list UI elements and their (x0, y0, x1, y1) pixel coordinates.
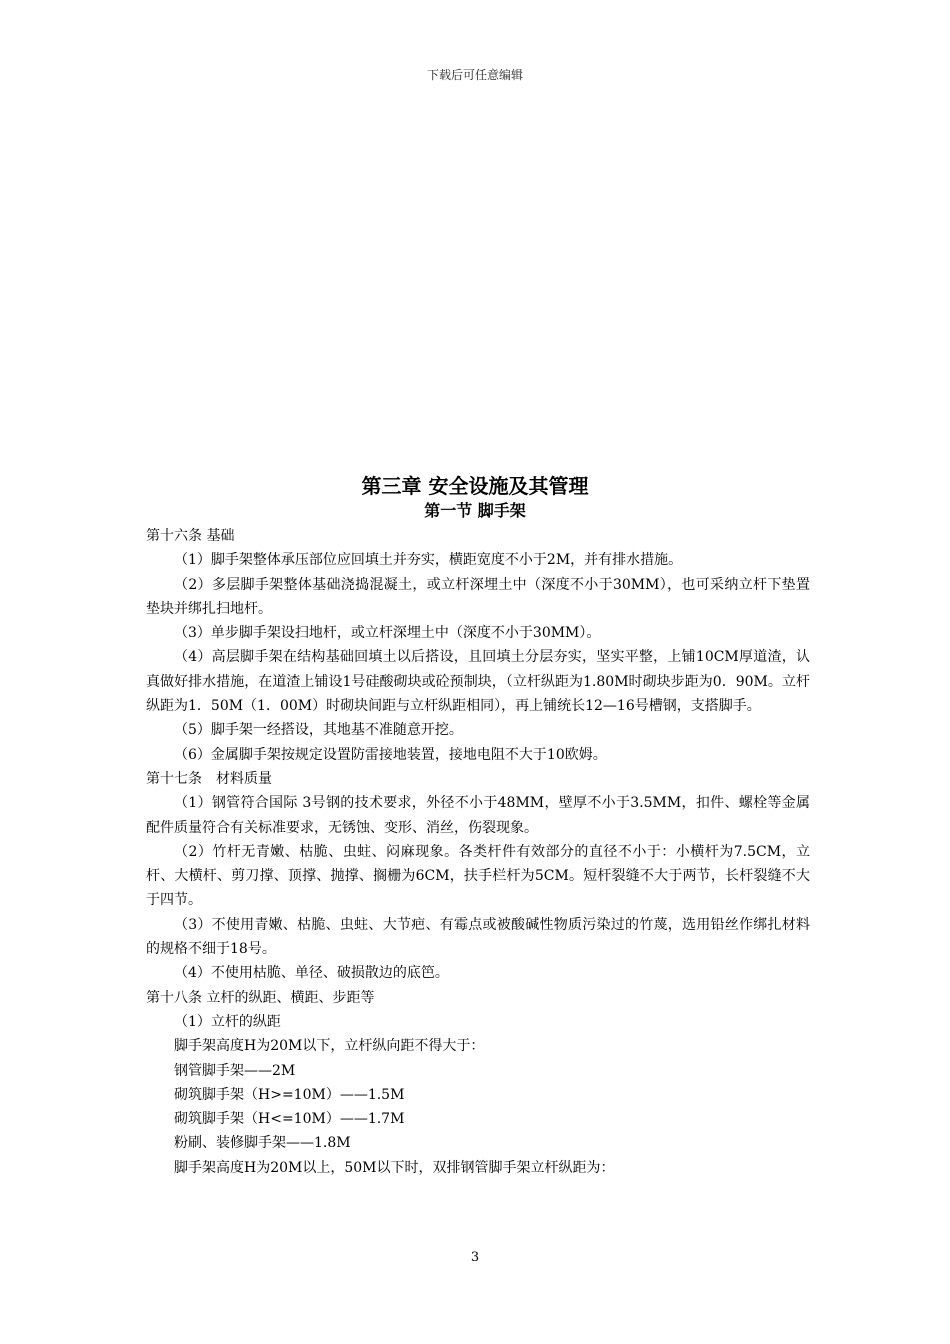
sub-paragraph: 脚手架高度H为20M以下，立杆纵向距不得大于： (174, 1038, 485, 1055)
document-body (146, 524, 810, 1180)
paragraph: （1）立杆的纵距 (174, 1013, 281, 1030)
article-heading: 第十八条 立杆的纵距、横距、步距等 (146, 989, 375, 1006)
chapter-title: 第三章 安全设施及其管理 (361, 474, 589, 498)
paragraph: （6）金属脚手架按规定设置防雷接地装置，接地电阻不大于10欧姆。 (174, 746, 607, 763)
sub-paragraph: 钢管脚手架——2M (174, 1062, 296, 1079)
paragraph: （3）不使用青嫩、枯脆、虫蛀、大节疤、有霉点或被酸碱性物质污染过的竹蔑，选用铅丝作绑扎材料的规格不细于18号。 (146, 916, 810, 958)
paragraph: （2）竹杆无青嫩、枯脆、虫蛀、闷麻现象。各类杆件有效部分的直径不小于：小横杆为7.5CM，立杆、大横杆、剪刀撑、顶撑、抛撑、搁栅为6CM，扶手栏杆为5CM。短杆裂缝不大于两节，长杆裂缝不大于四节。 (146, 843, 810, 909)
paragraph: （4）不使用枯脆、单径、破损散边的底笆。 (174, 965, 449, 982)
paragraph: （2）多层脚手架整体基础浇捣混凝土，或立杆深埋土中（深度不小于30MM），也可采纳立杆下垫置垫块并绑扎扫地杆。 (146, 576, 810, 617)
paragraph: （3）单步脚手架设扫地杆，或立杆深埋土中（深度不小于30MM）。 (174, 625, 601, 642)
section-title: 第一节 脚手架 (424, 501, 526, 520)
sub-paragraph: 砌筑脚手架（H<=10M）——1.7M (174, 1111, 405, 1128)
article-heading: 第十六条 基础 (146, 528, 235, 544)
header-note: 下载后可任意编辑 (426, 68, 523, 82)
title-block (0, 472, 950, 522)
paragraph: （5）脚手架一经搭设，其地基不准随意开挖。 (174, 722, 463, 739)
paragraph: （4）高层脚手架在结构基础回填土以后搭设，且回填土分层夯实，坚实平整，上铺10CM厚道渣，认真做好排水措施，在道渣上铺设1号硅酸砌块或砼预制块，（立杆纵距为1.80M时砌块步距为0．90M。立杆纵距为1．50M（1．00M）时砌块间距与立杆纵距相同），再上铺统长12—16号槽钢，支搭脚手。 (146, 649, 810, 715)
paragraph: （1）脚手架整体承压部位应回填土并夯实，横距宽度不小于2M，并有排水措施。 (174, 552, 683, 569)
sub-paragraph: 粉刷、装修脚手架——1.8M (174, 1135, 351, 1152)
article-heading: 第十七条 材料质量 (146, 770, 272, 787)
sub-paragraph: 脚手架高度H为20M以上，50M以下时，双排钢管脚手架立杆纵距为： (174, 1159, 615, 1176)
paragraph: （1）钢管符合国际 3号钢的技术要求，外径不小于48MM，壁厚不小于3.5MM，扣件、螺栓等金属配件质量符合有关标准要求，无锈蚀、变形、消丝，伤裂现象。 (146, 795, 810, 836)
page-number: 3 (470, 1250, 480, 1265)
sub-paragraph: 砌筑脚手架（H>=10M）——1.5M (174, 1086, 405, 1103)
